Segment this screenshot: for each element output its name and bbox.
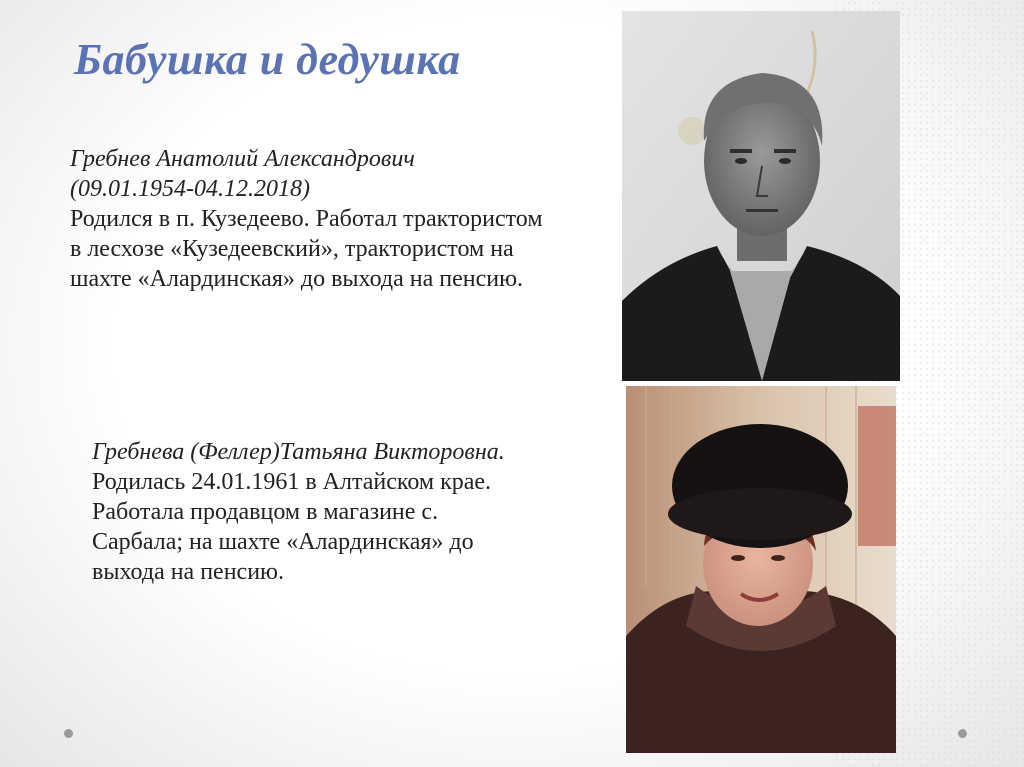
grandmother-photo [626,386,896,753]
grandmother-portrait-image [626,386,896,753]
grandmother-name: Гребнева (Феллер)Татьяна Викторовна. [92,439,505,465]
grandfather-portrait-image [622,11,900,381]
grandmother-bio: Родилась 24.01.1961 в Алтайском крае. Работала продавцом в магазине с. Сарбала; на шахте «Алардинская» до выхода на пенсию. [92,469,492,585]
slide-title: Бабушка и дедушка [74,35,461,84]
grandfather-photo [622,11,900,381]
grandfather-text-block [70,144,550,294]
grandfather-bio: Родился в п. Кузедеево. Работал трактористом в лесхозе «Кузедеевский», трактористом на шахте «Алардинская» до выхода на пенсию. [70,206,543,292]
grandfather-dates: (09.01.1954-04.12.2018) [70,176,310,202]
decorative-dot-right [958,729,967,738]
grandfather-name: Гребнев Анатолий Александрович [70,146,415,172]
decorative-dot-left [64,729,73,738]
grandmother-text-block [92,437,532,587]
